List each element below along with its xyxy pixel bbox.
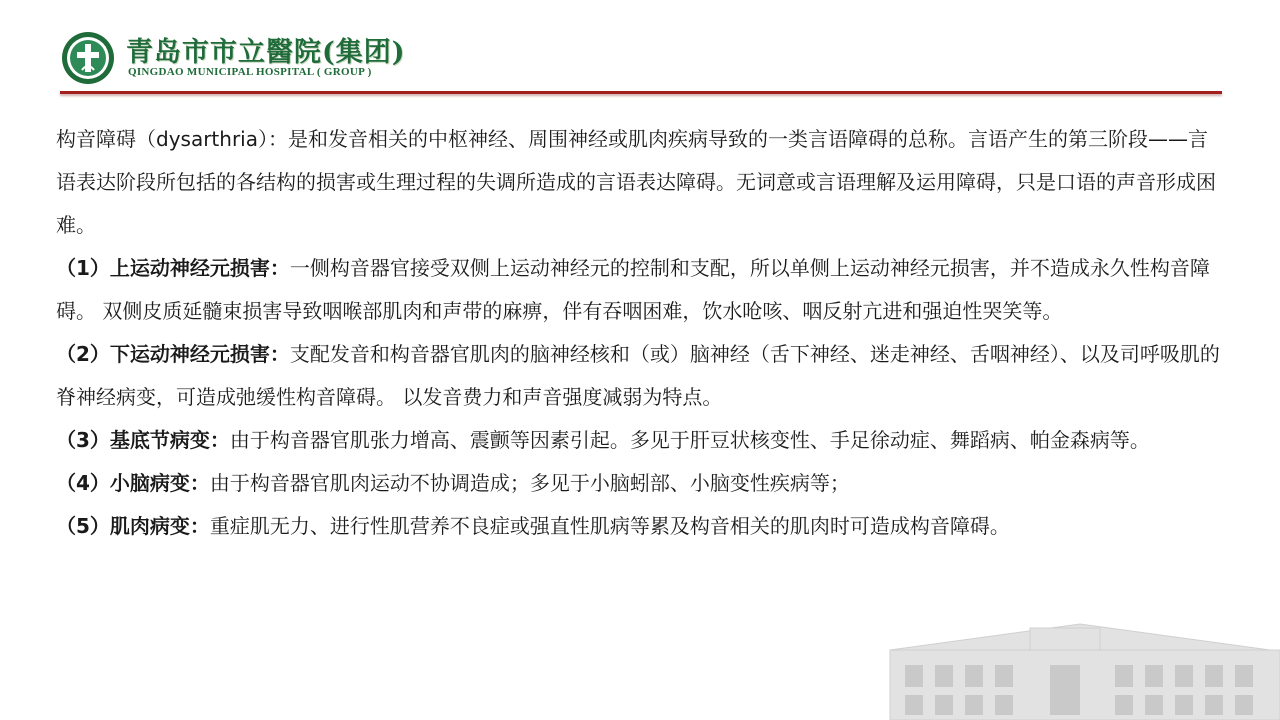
- list-item-text: 支配发音和构音器官肌肉的脑神经核和（或）脑神经（舌下神经、迷走神经、舌咽神经）、以及司呼吸肌的脊神经病变，可造成弛缓性构音障碍。 以发音费力和声音强度减弱为特点。: [56, 342, 1220, 409]
- list-item-text: 由于构音器官肌肉运动不协调造成；多见于小脑蚓部、小脑变性疾病等；: [209, 471, 850, 495]
- list-item: [56, 462, 1226, 505]
- intro-paragraph: 构音障碍（dysarthria）：是和发音相关的中枢神经、周围神经或肌肉疾病导致的一类言语障碍的总称。言语产生的第三阶段——言语表达阶段所包括的各结构的损害或生理过程的失调所造成的言语表达障碍。无词意或言语理解及运用障碍，只是口语的声音形成困难。: [56, 127, 1216, 237]
- list-item-text: 一侧构音器官接受双侧上运动神经元的控制和支配，所以单侧上运动神经元损害，并不造成永久性构音障碍。 双侧皮质延髓束损害导致咽喉部肌肉和声带的麻痹，伴有吞咽困难，饮水呛咳、咽反射亢进和强迫性哭笑等。: [56, 256, 1210, 323]
- list-item-title: （3）基底节病变：: [56, 428, 230, 452]
- list-item-title: （2）下运动神经元损害：: [56, 342, 290, 366]
- hospital-emblem-icon: [60, 30, 116, 86]
- slide-header: [0, 0, 1280, 100]
- list-item: [56, 333, 1226, 419]
- list-item-text: 由于构音器官肌张力增高、震颤等因素引起。多见于肝豆状核变性、手足徐动症、舞蹈病、帕金森病等。: [229, 428, 1150, 452]
- list-item: [56, 505, 1226, 548]
- list-item: [56, 247, 1226, 333]
- list-item-title: （1）上运动神经元损害：: [56, 256, 290, 280]
- list-item-text: 重症肌无力、进行性肌营养不良症或强直性肌病等累及构音相关的肌肉时可造成构音障碍。: [209, 514, 1010, 538]
- list-item: [56, 419, 1226, 462]
- list-item-title: （4）小脑病变：: [56, 471, 210, 495]
- slide-body: [56, 118, 1226, 548]
- list-item-title: （5）肌肉病变：: [56, 514, 210, 538]
- hospital-name-cn: 青岛市市立醫院(集团): [126, 37, 406, 68]
- hospital-building-icon: [880, 610, 1280, 720]
- hospital-name-en: QINGDAO MUNICIPAL HOSPITAL ( GROUP ): [128, 66, 372, 78]
- header-divider: [60, 91, 1222, 94]
